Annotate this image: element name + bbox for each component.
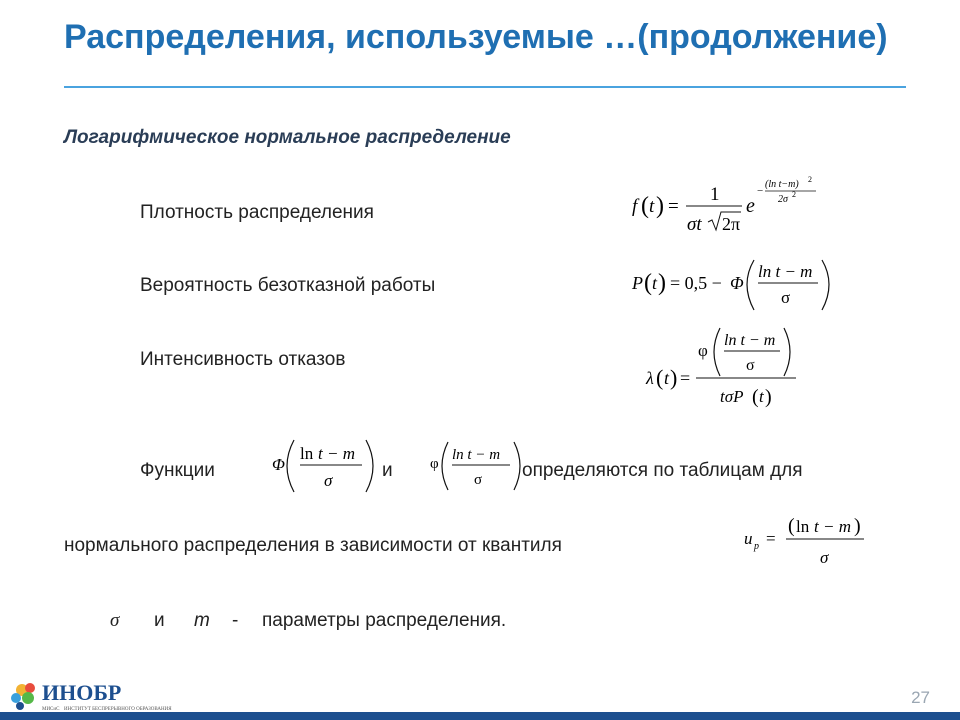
svg-text:2: 2 — [792, 190, 796, 199]
svg-text:(: ( — [788, 515, 795, 537]
svg-text:σ: σ — [781, 288, 791, 307]
svg-text:u: u — [744, 529, 753, 548]
svg-text:φ: φ — [430, 456, 439, 472]
dash-text: - — [232, 610, 239, 631]
logo-text: ИНОБР — [42, 680, 122, 705]
svg-text:= 0,5 −: = 0,5 − — [670, 273, 722, 293]
svg-text:σ: σ — [820, 548, 829, 567]
reliability-label: Вероятность безотказной работы — [140, 275, 436, 296]
svg-text:tσP: tσP — [720, 387, 744, 406]
m-symbol: m — [194, 610, 210, 631]
title-divider — [64, 86, 906, 88]
failure-rate-label: Интенсивность отказов — [140, 349, 346, 370]
svg-text:): ) — [765, 386, 772, 408]
determined-text: определяются по таблицам для — [522, 460, 803, 481]
parameters-text: параметры распределения. — [262, 610, 507, 631]
svg-text:σ: σ — [746, 357, 755, 374]
svg-text:=: = — [680, 368, 691, 388]
footer-bar — [0, 712, 960, 720]
and2-text: и — [154, 610, 165, 631]
svg-text:λ: λ — [646, 368, 654, 388]
logo-mark-icon — [11, 683, 35, 710]
reliability-formula — [630, 256, 850, 314]
svg-text:ln t − m: ln t − m — [724, 332, 776, 349]
normal-distribution-text: нормального распределения в зависимости от квантиля — [64, 535, 562, 556]
svg-text:t − m: t − m — [814, 517, 851, 536]
svg-text:ln: ln — [300, 444, 314, 463]
svg-text:Φ: Φ — [272, 455, 285, 474]
svg-text:ln: ln — [796, 517, 810, 536]
svg-text:2: 2 — [808, 175, 812, 184]
small-phi-function-formula — [428, 436, 524, 496]
functions-text: Функции — [140, 460, 215, 481]
svg-text:σt: σt — [687, 214, 702, 235]
logo-small-right: ИНСТИТУТ БЕСПРЕРЫВНОГО ОБРАЗОВАНИЯ — [64, 707, 172, 712]
svg-text:): ) — [658, 270, 666, 296]
svg-text:ln t − m: ln t − m — [758, 262, 813, 281]
svg-text:(: ( — [641, 193, 649, 219]
svg-text:1: 1 — [710, 184, 720, 205]
svg-text:σ: σ — [474, 472, 483, 488]
svg-text:σ: σ — [324, 471, 333, 490]
svg-text:t − m: t − m — [318, 444, 355, 463]
svg-text:t: t — [652, 273, 658, 293]
svg-text:f: f — [632, 196, 638, 217]
svg-text:): ) — [854, 515, 861, 537]
density-formula — [628, 172, 858, 238]
svg-text:t: t — [649, 196, 655, 217]
sigma-symbol: σ — [110, 610, 120, 631]
page-number: 27 — [911, 688, 930, 707]
svg-text:e: e — [746, 195, 755, 217]
svg-text:(ln t−m): (ln t−m) — [765, 179, 799, 190]
svg-text:P: P — [632, 273, 643, 293]
svg-text:2σ: 2σ — [778, 194, 788, 205]
inobr-logo — [6, 676, 172, 716]
svg-text:(: ( — [752, 386, 759, 408]
svg-text:): ) — [656, 193, 664, 219]
svg-text:=: = — [668, 196, 679, 217]
page-title: Распределения, используемые …(продолжение) — [64, 18, 888, 56]
svg-text:ln t − m: ln t − m — [452, 447, 501, 463]
section-subtitle: Логарифмическое нормальное распределение — [64, 127, 511, 148]
density-label: Плотность распределения — [140, 202, 374, 223]
svg-text:(: ( — [656, 365, 664, 390]
svg-text:): ) — [670, 365, 678, 390]
svg-text:Φ: Φ — [730, 273, 744, 293]
logo-small-left: МИСиС — [42, 707, 60, 712]
svg-text:(: ( — [644, 270, 652, 296]
svg-text:=: = — [766, 529, 776, 548]
svg-text:t: t — [664, 368, 670, 388]
svg-text:2π: 2π — [722, 214, 741, 234]
svg-text:t: t — [759, 387, 764, 406]
quantile-formula — [740, 508, 880, 572]
svg-text:φ: φ — [698, 341, 708, 360]
and-text: и — [382, 460, 393, 481]
svg-text:p: p — [754, 541, 759, 552]
failure-rate-formula — [640, 322, 830, 408]
phi-function-formula — [270, 436, 378, 496]
svg-text:−: − — [757, 185, 764, 197]
